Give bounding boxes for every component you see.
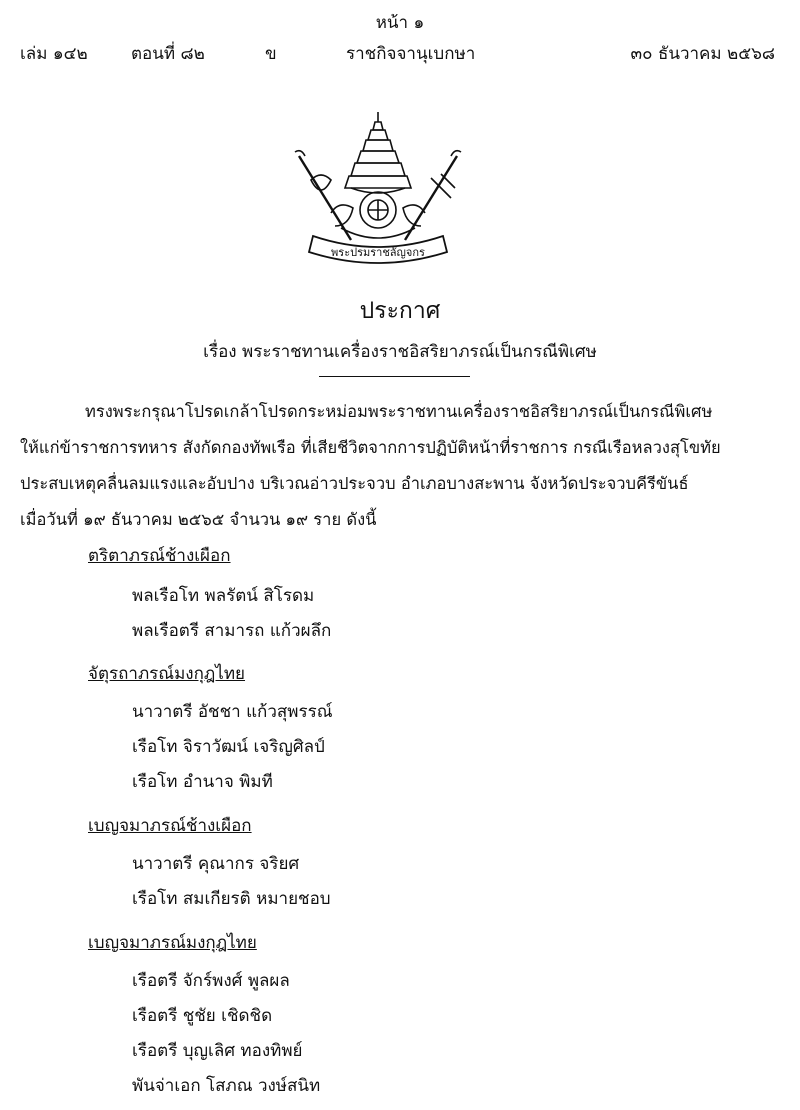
recipient-name: เรือตรี ชูชัย เชิดชิด: [132, 1006, 273, 1026]
gazette-name: ราชกิจจานุเบกษา: [346, 44, 476, 64]
recipient-name: เรือโท จิราวัฒน์ เจริญศิลป์: [132, 737, 325, 757]
publish-date: ๓๐ ธันวาคม ๒๕๖๘: [630, 44, 775, 64]
recipient-name: นาวาตรี อัชชา แก้วสุพรรณ์: [132, 702, 333, 722]
volume-number: เล่ม ๑๔๒: [20, 44, 88, 64]
recipient-name: พลเรือโท พลรัตน์ สิโรดม: [132, 586, 315, 606]
emblem-banner-text: พระปรมราชลัญจกร: [331, 246, 425, 259]
issue-number: ตอนที่ ๘๒: [131, 44, 205, 64]
recipient-name: เรือตรี บุญเลิศ ทองทิพย์: [132, 1041, 303, 1061]
body-line: ให้แก่ข้าราชการทหาร สังกัดกองทัพเรือ ที่เสียชีวิตจากการปฏิบัติหน้าที่ราชการ กรณีเรือหลวงสุโขทัย: [20, 438, 721, 457]
page-number: หน้า ๑: [375, 13, 425, 33]
recipient-name: พันจ่าเอก โสภณ วงษ์สนิท: [132, 1076, 321, 1096]
announcement-title: ประกาศ: [359, 298, 441, 324]
announcement-subject: เรื่อง พระราชทานเครื่องราชอิสริยาภรณ์เป็นกรณีพิเศษ: [203, 342, 597, 362]
decoration-group-title: เบญจมาภรณ์ช้างเผือก: [88, 816, 252, 836]
recipient-name: นาวาตรี คุณากร จริยศ: [132, 854, 300, 874]
decoration-group-title: เบญจมาภรณ์มงกุฎไทย: [88, 933, 257, 953]
body-line: ประสบเหตุคลื่นลมแรงและอับปาง บริเวณอ่าวประจวบ อำเภอบางสะพาน จังหวัดประจวบคีรีขันธ์: [20, 474, 689, 493]
divider-line: [319, 376, 470, 377]
body-line: เมื่อวันที่ ๑๙ ธันวาคม ๒๕๖๕ จำนวน ๑๙ ราย ดังนี้: [20, 510, 377, 529]
announcement-body: [20, 394, 780, 538]
decoration-group-title: จัตุรถาภรณ์มงกุฎไทย: [88, 664, 246, 684]
body-line: ทรงพระกรุณาโปรดเกล้าโปรดกระหม่อมพระราชทานเครื่องราชอิสริยาภรณ์เป็นกรณีพิเศษ: [85, 402, 713, 421]
recipient-name: เรือโท สมเกียรติ หมายชอบ: [132, 889, 331, 909]
royal-seal-emblem: [291, 108, 465, 268]
recipient-name: เรือโท อำนาจ พิมที: [132, 772, 273, 792]
section-letter: ข: [265, 44, 277, 64]
recipient-name: เรือตรี จักร์พงศ์ พูลผล: [132, 971, 290, 991]
recipient-name: พลเรือตรี สามารถ แก้วผลึก: [132, 621, 332, 641]
gazette-header: [20, 40, 775, 64]
decoration-group-title: ตริตาภรณ์ช้างเผือก: [88, 546, 231, 566]
